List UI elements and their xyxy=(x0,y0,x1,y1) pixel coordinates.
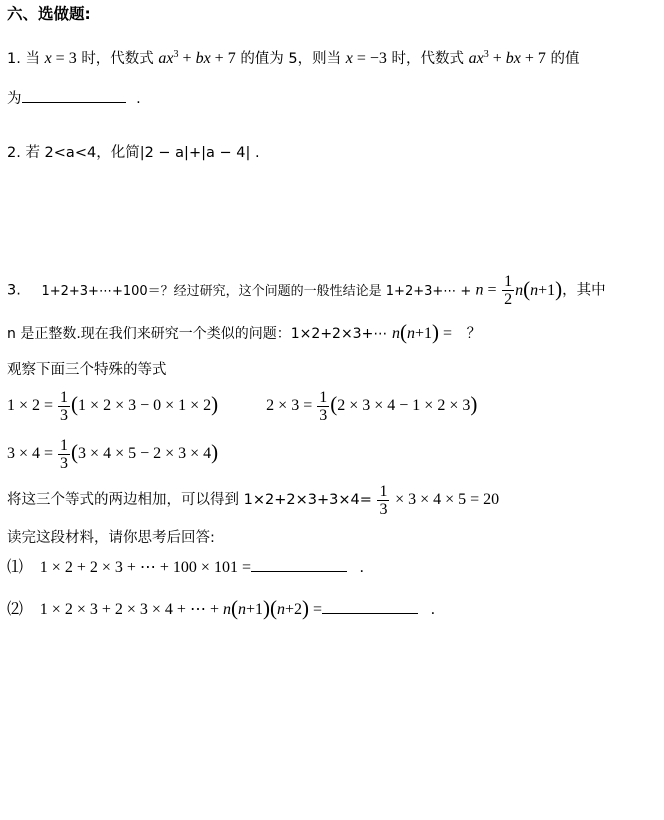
q1-text-1: 当 xyxy=(25,51,40,67)
q2-text: 若 2<a<4，化简|2 − a|+|a − 4| . xyxy=(25,145,260,161)
q1-text-3: 的值为 5，则当 xyxy=(240,51,342,67)
section-title: 六、选做题: xyxy=(7,5,91,23)
eq1-left: 1 × 2 = xyxy=(7,397,54,414)
p1-label: ⑴ xyxy=(7,559,24,576)
p2-answer-blank[interactable] xyxy=(322,599,418,614)
q3-line2-text: n 是正整数.现在我们来研究一个类似的问题：1×2+2×3+⋯ xyxy=(7,326,388,342)
p2-expression-a: 1 × 2 × 3 + 2 × 3 × 4 + ⋯ + xyxy=(39,601,223,618)
q3-n-expr: n(n+1) xyxy=(515,276,563,301)
q3-number: 3. xyxy=(7,282,21,299)
q3-equation-row-1 xyxy=(7,384,477,426)
question-3-line-1 xyxy=(7,273,606,308)
q3-sum-result: × 3 × 4 × 5 = 20 xyxy=(395,491,500,508)
q3-equation-row-2 xyxy=(7,432,218,474)
eq3-left: 3 × 4 = xyxy=(7,445,54,462)
eq2-fraction: $\frac{1}{3}$ xyxy=(319,388,328,424)
q3-text-2: ，其中 xyxy=(562,282,606,299)
q2-number: 2. xyxy=(7,145,21,161)
q3-read: 读完这段材料，请你思考后回答: xyxy=(7,530,215,546)
question-1-line-2 xyxy=(7,88,141,109)
eq3-fraction: $\frac{1}{3}$ xyxy=(60,436,69,472)
eq1-fraction: $\frac{1}{3}$ xyxy=(60,388,69,424)
q3-line2-expr: n(n+1) = xyxy=(391,320,452,344)
question-2 xyxy=(7,143,260,163)
p2-end: . xyxy=(430,601,435,618)
q1-polynomial-2: $ax^3$ + bx + 7 xyxy=(468,49,546,67)
q3-text-1: 1+2+3+⋯+100＝？经过研究，这个问题的一般性结论是 1+2+3+⋯ + xyxy=(41,283,476,299)
p2-expression-b: n(n+1)(n+2) = xyxy=(222,596,323,620)
q3-part-1 xyxy=(7,557,364,578)
p1-expression: 1 × 2 + 2 × 3 + ⋯ + 100 × 101 = xyxy=(39,559,251,576)
q3-sum-line xyxy=(7,480,499,520)
question-3-line-2 xyxy=(7,322,481,344)
p2-label: ⑵ xyxy=(7,601,24,618)
p1-answer-blank[interactable] xyxy=(251,557,347,572)
q1-text-6: 为 xyxy=(7,91,22,107)
q3-part-2 xyxy=(7,598,435,620)
eq3-right: (3 × 4 × 5 − 2 × 3 × 4) xyxy=(71,440,219,464)
q1-answer-blank[interactable] xyxy=(22,88,126,103)
eq2-right: (2 × 3 × 4 − 1 × 2 × 3) xyxy=(330,392,478,416)
q1-expr-xm3: x = −3 xyxy=(345,50,387,67)
eq2-left: 2 × 3 = xyxy=(266,397,313,414)
eq1-right: (1 × 2 × 3 − 0 × 1 × 2) xyxy=(71,392,219,416)
sum-fraction: $\frac{1}{3}$ xyxy=(379,482,388,518)
q3-sum-text: 将这三个等式的两边相加，可以得到 1×2+2×3+3×4= xyxy=(7,492,372,508)
q3-n-eq: n = xyxy=(475,281,497,299)
q1-text-5: 的值 xyxy=(550,51,580,67)
q1-polynomial-1: $ax^3$ + bx + 7 xyxy=(158,49,236,67)
q3-line2-question: ？ xyxy=(466,326,482,342)
q1-text-4: 时，代数式 xyxy=(391,51,465,67)
q3-half-fraction: $\frac{1}{2}$ xyxy=(504,273,513,308)
q3-observe: 观察下面三个特殊的等式 xyxy=(7,362,167,378)
q1-text-2: 时，代数式 xyxy=(81,51,154,67)
question-1-line-1 xyxy=(7,49,580,69)
q1-number: 1. xyxy=(7,51,21,67)
q1-expr-x3: x = 3 xyxy=(44,50,77,67)
q1-end: . xyxy=(136,91,141,107)
p1-end: . xyxy=(359,559,364,576)
